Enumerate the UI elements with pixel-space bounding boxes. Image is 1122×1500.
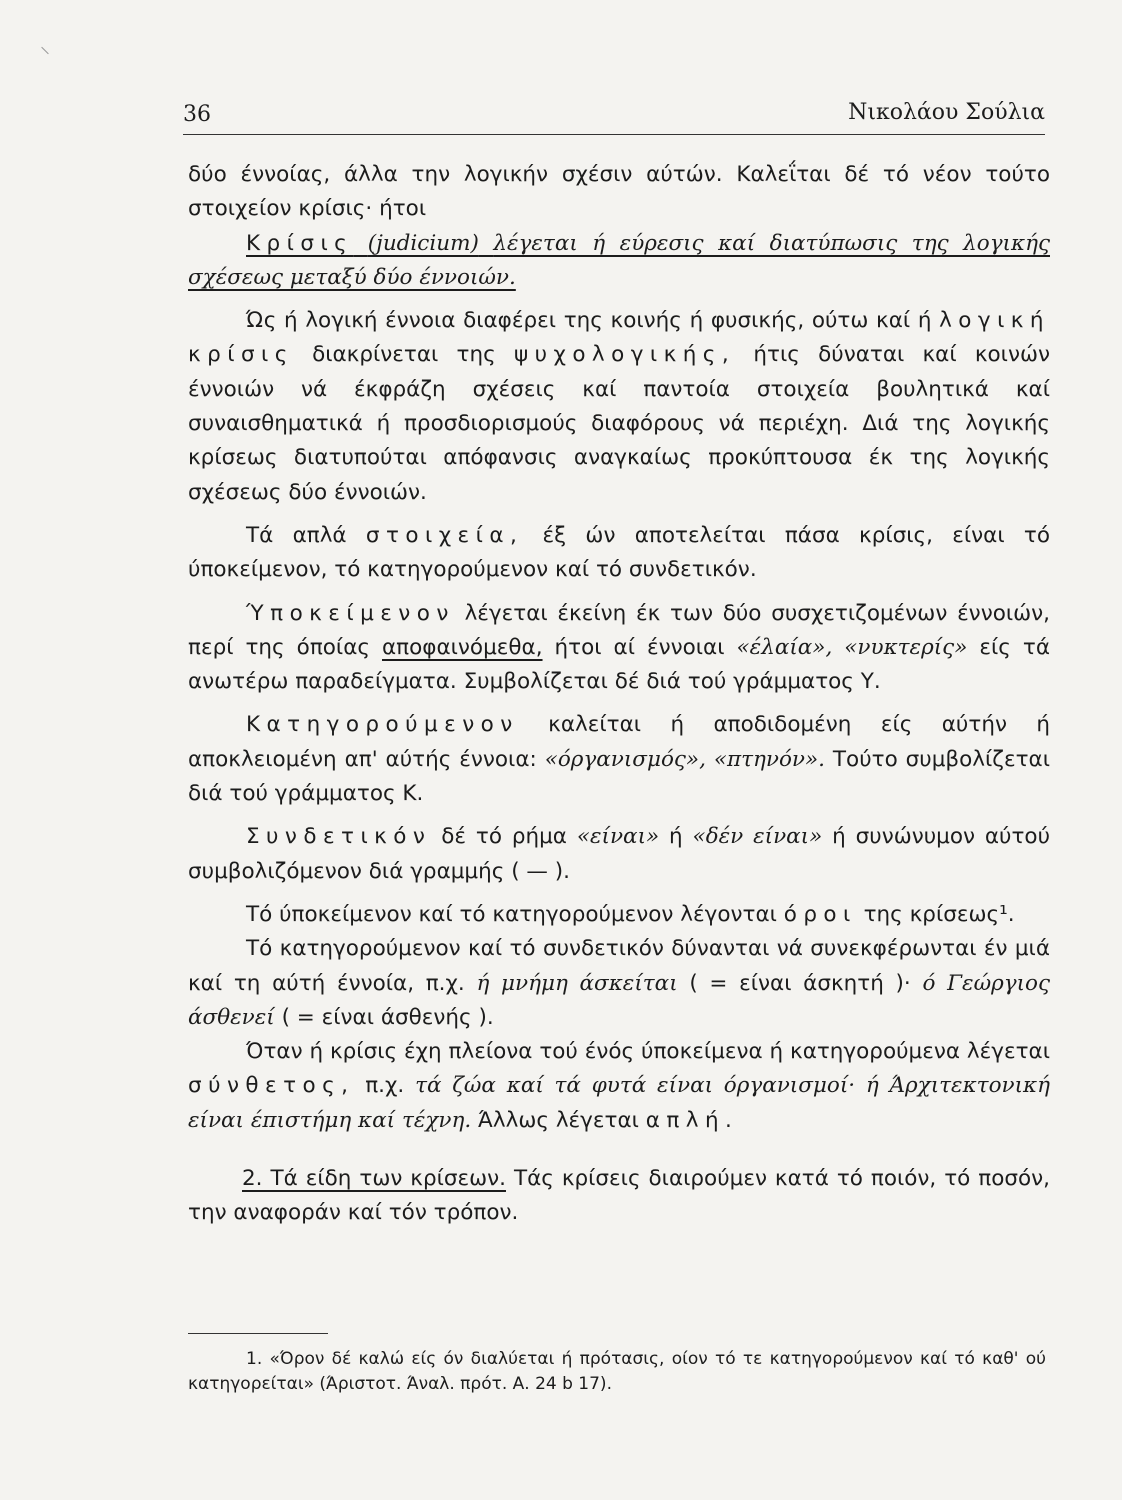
paragraph-10 xyxy=(188,1035,1050,1138)
footnote xyxy=(188,1347,1046,1397)
term-krisis: Κρίσις xyxy=(246,230,354,256)
paragraph-4 xyxy=(188,519,1050,588)
p4-text-b: έξ ών αποτελείται πάσα κρίσις, είναι τό ύποκείμενον, τό κατηγορούμενον καί τό συνδετικόν. xyxy=(188,522,1050,583)
paragraph-8 xyxy=(188,898,1050,932)
section-2 xyxy=(188,1162,1050,1231)
term-stoicheia: στοιχεία, xyxy=(365,522,524,548)
p9-text-a: Τό κατηγορούμενον καί τό συνδετικόν δύνανται νά συνεκφέρωνται έν μιά καί τη αύτή έννοία, π.χ. xyxy=(188,936,1050,996)
term-oroi: όροι xyxy=(783,901,857,927)
term-latin: (judicium) xyxy=(367,230,479,256)
term-apli: απλή. xyxy=(645,1107,739,1133)
spacer xyxy=(188,510,1050,519)
paragraph-3 xyxy=(188,304,1050,510)
section-2-title: 2. Τά είδη των κρίσεων. xyxy=(242,1166,506,1192)
p3-text-c: ήτις δύναται καί κοινών έννοιών νά έκφράζη σχέσεις καί παντοία στοιχεία βουλητικά καί συναισθηματικά ή προσδιορισμούς διαφόρους νά περιέχη. Διά της λογικής κρίσεως διατυπούται απόφανσις αναγκαίως προκύπτουσα έκ της λογικής σχέσεως δύο έννοιών. xyxy=(188,342,1050,505)
paragraph-definition xyxy=(188,227,1050,296)
p9-text-c: ( = είναι άσθενής ). xyxy=(281,1004,494,1030)
p6-text-a: καλείται ή αποδιδομένη είς αύτήν ή αποκλειομένη απ' αύτής έννοια: xyxy=(188,712,1050,772)
paragraph-7 xyxy=(188,820,1050,889)
definition-underlined xyxy=(188,231,1050,290)
spacer xyxy=(188,811,1050,820)
spacer xyxy=(188,588,1050,597)
section-2-text: Τάς κρίσεις διαιρούμεν κατά τό ποιόν, τό ποσόν, την αναφοράν καί τόν τρόπον. xyxy=(188,1166,1050,1226)
p5-text-c: είς τά ανωτέρω παραδείγματα. Συμβολίζεται δέ διά τού γράμματος Υ. xyxy=(188,634,1050,695)
term-psychologikis: ψυχολογικής, xyxy=(513,342,736,368)
definition-text: λέγεται ή εύρεσις καί διατύπωσις της λογικής σχέσεως μεταξύ δύο έννοιών. xyxy=(188,230,1050,290)
p5-text-a: λέγεται έκείνη έκ των δύο συσχετιζομένων έννοιών, περί της όποίας xyxy=(188,600,1050,660)
term-synthetos: σύνθετος, xyxy=(188,1073,355,1099)
paragraph-5 xyxy=(188,597,1050,700)
p6-text-b: Τούτο συμβολίζεται διά τού γράμματος Κ. xyxy=(188,746,1050,807)
footnote-text: 1. «Όρον δέ καλώ είς όν διαλύεται ή πρότασις, οίον τό τε κατηγορούμενον καί τό καθ' ού κατηγορείται» (Άριστοτ. Άναλ. πρότ. Α. 24 b 17). xyxy=(188,1349,1046,1394)
p9-text-b: ( = είναι άσκητή )· xyxy=(689,970,911,996)
p6-examples: «όργανισμός», «πτηνόν». xyxy=(544,746,825,772)
term-logiki-krisis: λογική κρίσις xyxy=(188,308,1050,368)
p8-text-b: της κρίσεως¹. xyxy=(863,901,1015,927)
spacer xyxy=(188,295,1050,304)
spacer xyxy=(188,889,1050,898)
spacer xyxy=(188,1138,1050,1162)
paragraph-1 xyxy=(188,158,1050,227)
p10-text-a: Όταν ή κρίσις έχη πλείονα τού ένός ύποκείμενα ή κατηγορούμενα λέγεται xyxy=(246,1039,1050,1065)
running-head: Νικολάου Σούλια xyxy=(848,100,1045,125)
p10-examples: τά ζώα καί τά φυτά είναι όργανισμοί· ή Άρχιτεκτονική είναι έπιστήμη καί τέχνη. xyxy=(188,1073,1050,1133)
p7-example-1: «είναι» xyxy=(576,824,660,850)
p7-text-c: ή συνώνυμον αύτού συμβολιζόμενον διά γραμμής ( — ). xyxy=(188,824,1051,884)
page-number: 36 xyxy=(183,102,211,127)
page-mark-decoration: ⸌ xyxy=(40,42,50,66)
p3-text-a: Ώς ή λογική έννοια διαφέρει της κοινής ή φυσικής, ούτω καί ή xyxy=(246,308,932,334)
p3-text-b: διακρίνεται της xyxy=(312,342,496,368)
footnote-rule xyxy=(188,1333,328,1334)
p4-text-a: Τά απλά xyxy=(246,522,347,548)
paragraph-9 xyxy=(188,932,1050,1035)
term-syndetikon: Συνδετικόν xyxy=(246,824,432,850)
paragraph-6 xyxy=(188,708,1050,811)
p10-text-c: Άλλως λέγεται xyxy=(478,1107,639,1133)
p5-text-b: ήτοι αί έννοιαι xyxy=(554,634,725,660)
paragraph-1-text: δύο έννοίας, άλλα την λογικήν σχέσιν αύτών. Καλεΐται δέ τό νέον τούτο στοιχείον κρίσις· ήτοι xyxy=(188,162,1050,222)
p7-text-a: δέ τό ρήμα xyxy=(441,824,567,850)
p5-underlined: αποφαινόμεθα, xyxy=(382,634,543,660)
page-header xyxy=(183,100,1045,135)
page-body xyxy=(188,158,1050,1231)
term-katigoroumenon: Κατηγορούμενον xyxy=(246,712,519,738)
p8-text-a: Τό ύποκείμενον καί τό κατηγορούμενον λέγονται xyxy=(246,901,777,927)
p7-example-2: «δέν είναι» xyxy=(692,824,823,850)
p7-text-b: ή xyxy=(669,824,683,850)
spacer xyxy=(188,699,1050,708)
p9-example-1: ή μνήμη άσκείται xyxy=(476,970,678,996)
p9-example-2: ό Γεώργιος άσθενεί xyxy=(188,970,1050,1030)
term-ypokeimenon: Ύποκείμενον xyxy=(246,600,455,626)
p5-examples: «έλαία», «νυκτερίς» xyxy=(736,634,968,660)
p10-text-b: π.χ. xyxy=(365,1073,405,1099)
